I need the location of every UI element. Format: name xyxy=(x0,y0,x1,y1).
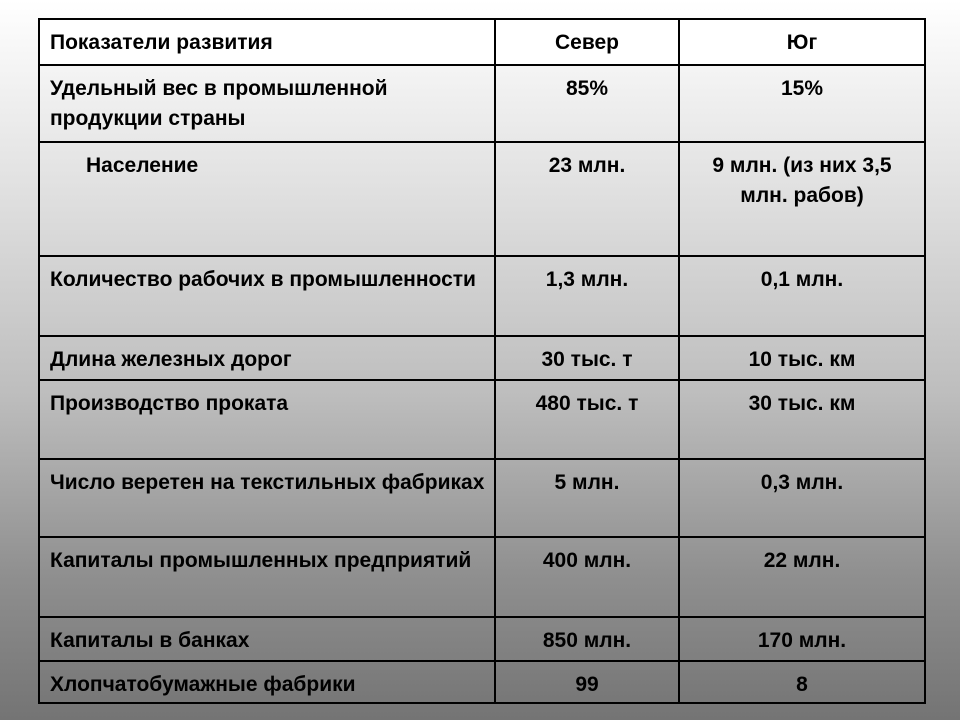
table-row xyxy=(39,380,925,459)
row-label: Производство проката xyxy=(39,380,495,459)
header-south: Юг xyxy=(679,19,925,65)
table-row xyxy=(39,65,925,142)
row-label: Длина железных дорог xyxy=(39,336,495,380)
row-south-value: 0,3 млн. xyxy=(679,459,925,537)
row-north-value: 850 млн. xyxy=(495,617,679,661)
row-north-value: 85% xyxy=(495,65,679,142)
row-label: Капиталы промышленных предприятий xyxy=(39,537,495,617)
row-south-value: 170 млн. xyxy=(679,617,925,661)
table-header-row xyxy=(39,19,925,65)
row-label: Хлопчатобумажные фабрики xyxy=(39,661,495,703)
row-label: Количество рабочих в промышленности xyxy=(39,256,495,336)
comparison-table-container xyxy=(38,18,924,704)
row-south-value: 9 млн. (из них 3,5 млн. рабов) xyxy=(679,142,925,256)
row-south-value: 8 xyxy=(679,661,925,703)
row-south-value: 10 тыс. км xyxy=(679,336,925,380)
row-label: Число веретен на текстильных фабриках xyxy=(39,459,495,537)
row-north-value: 30 тыс. т xyxy=(495,336,679,380)
table-row xyxy=(39,336,925,380)
table-row xyxy=(39,617,925,661)
header-indicator: Показатели развития xyxy=(39,19,495,65)
comparison-table xyxy=(38,18,926,704)
row-south-value: 30 тыс. км xyxy=(679,380,925,459)
row-label: Население xyxy=(39,142,495,256)
row-north-value: 99 xyxy=(495,661,679,703)
row-north-value: 5 млн. xyxy=(495,459,679,537)
row-north-value: 400 млн. xyxy=(495,537,679,617)
row-south-value: 0,1 млн. xyxy=(679,256,925,336)
row-label: Капиталы в банках xyxy=(39,617,495,661)
table-row xyxy=(39,459,925,537)
row-south-value: 15% xyxy=(679,65,925,142)
header-north: Север xyxy=(495,19,679,65)
table-row xyxy=(39,256,925,336)
row-north-value: 1,3 млн. xyxy=(495,256,679,336)
table-row xyxy=(39,661,925,703)
table-row xyxy=(39,537,925,617)
table-row xyxy=(39,142,925,256)
row-label: Удельный вес в промышленной продукции страны xyxy=(39,65,495,142)
row-south-value: 22 млн. xyxy=(679,537,925,617)
row-north-value: 23 млн. xyxy=(495,142,679,256)
row-north-value: 480 тыс. т xyxy=(495,380,679,459)
